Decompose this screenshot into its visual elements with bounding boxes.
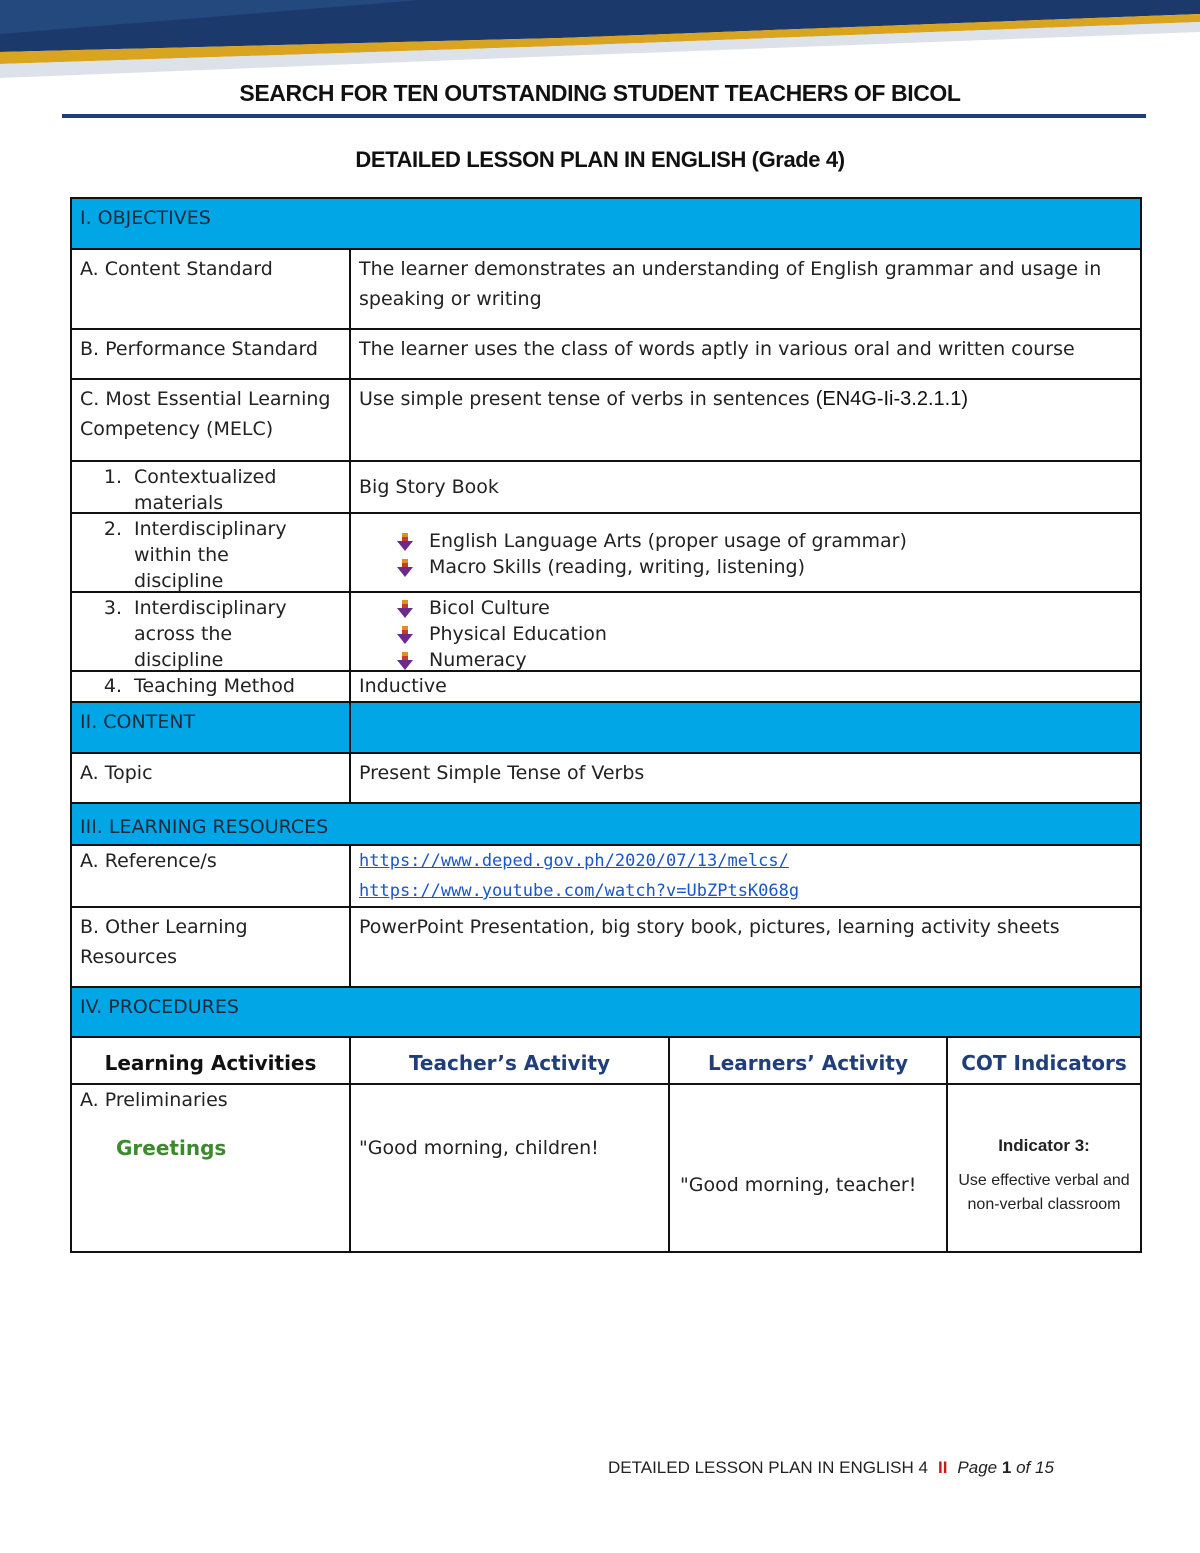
section-title: II. CONTENT	[80, 711, 196, 733]
arrow-down-bullet-icon	[397, 558, 413, 576]
header-text: Learning Activities	[104, 1051, 317, 1075]
column-header-cot-indicators	[946, 1036, 1142, 1085]
item-contextualized-value	[349, 460, 1142, 514]
cot-indicator-cell	[946, 1083, 1142, 1253]
header-banner	[0, 0, 1200, 82]
section-title: IV. PROCEDURES	[80, 996, 239, 1018]
section-procedures	[70, 986, 1142, 1038]
melc-code: (EN4G-Ii-3.2.1.1)	[815, 388, 968, 410]
bullet-item	[397, 528, 1140, 554]
page-total: 15	[1034, 1458, 1054, 1477]
melc-label	[70, 378, 351, 462]
bullet-item	[397, 621, 1140, 647]
section-title: III. LEARNING RESOURCES	[80, 816, 329, 838]
item-teaching-method-value	[349, 670, 1142, 703]
page-footer	[608, 1458, 1054, 1478]
teacher-activity-cell	[349, 1083, 670, 1253]
item-number: 3.	[103, 597, 122, 619]
bullet-item	[397, 595, 1140, 621]
deped-melcs-link[interactable]: https://www.deped.gov.ph/2020/07/13/melcs/	[359, 851, 789, 871]
title-divider	[62, 114, 1146, 118]
section-title: I. OBJECTIVES	[80, 207, 211, 229]
references-label	[70, 844, 351, 908]
arrow-down-bullet-icon	[397, 625, 413, 643]
page-number: 1	[1001, 1458, 1012, 1477]
value-text: Inductive	[359, 675, 447, 697]
item-number: 1.	[103, 466, 122, 488]
column-header-learners-activity	[668, 1036, 948, 1085]
bullet-item	[397, 554, 1140, 580]
column-header-teacher-activity	[349, 1036, 670, 1085]
topic-label	[70, 752, 351, 804]
footer-page-word: Page	[957, 1458, 998, 1477]
label-text: B. Other Learning Resources	[80, 916, 248, 968]
header-text: Learners’ Activity	[707, 1051, 909, 1075]
page-title: SEARCH FOR TEN OUTSTANDING STUDENT TEACHERS OF BICOL	[239, 80, 961, 106]
label-text: A. Topic	[80, 762, 153, 784]
item-label: Teaching Method	[134, 675, 295, 697]
value-text: PowerPoint Presentation, big story book, pictures, learning activity sheets	[359, 916, 1060, 938]
greetings-label: Greetings	[116, 1136, 227, 1160]
topic-value	[349, 752, 1142, 804]
bullet-text: Macro Skills (reading, writing, listening)	[429, 556, 806, 578]
label-text: B. Performance Standard	[80, 338, 318, 360]
performance-standard-label	[70, 328, 351, 380]
value-text: The learner uses the class of words aptly in various oral and written course	[359, 338, 1075, 360]
content-standard-value	[349, 248, 1142, 330]
item-across-discipline-label	[70, 591, 351, 672]
label-text: A. Reference/s	[80, 850, 217, 872]
section-content-fill	[349, 701, 1142, 754]
bullet-text: Bicol Culture	[429, 597, 550, 619]
value-text: Present Simple Tense of Verbs	[359, 762, 645, 784]
item-number: 2.	[103, 518, 122, 540]
value-text: Use simple present tense of verbs in sentences	[359, 388, 810, 410]
item-label: Contextualized materials	[134, 466, 277, 514]
bullet-text: Physical Education	[429, 623, 607, 645]
teacher-line: "Good morning, children!	[359, 1137, 599, 1159]
footer-separator: II	[937, 1458, 948, 1477]
item-within-discipline-label	[70, 512, 351, 593]
preliminaries-cell	[70, 1083, 351, 1253]
other-resources-value	[349, 906, 1142, 988]
header-text: Teacher’s Activity	[408, 1051, 611, 1075]
item-teaching-method-label	[70, 670, 351, 703]
value-text: The learner demonstrates an understanding of English grammar and usage in speaking or writing	[359, 258, 1102, 310]
learners-line: "Good morning, teacher!	[680, 1174, 917, 1196]
performance-standard-value	[349, 328, 1142, 380]
section-objectives	[70, 197, 1142, 250]
melc-value	[349, 378, 1142, 462]
bullet-text: English Language Arts (proper usage of grammar)	[429, 530, 907, 552]
label-text: C. Most Essential Learning Competency (MELC)	[80, 388, 331, 440]
section-learning-resources	[70, 802, 1142, 846]
indicator-text: Use effective verbal and non-verbal classroom	[958, 1172, 1130, 1213]
section-content	[70, 701, 351, 754]
item-number: 4.	[103, 675, 122, 697]
youtube-video-link[interactable]: https://www.youtube.com/watch?v=UbZPtsK068g	[359, 881, 800, 901]
arrow-down-bullet-icon	[397, 532, 413, 550]
header-text: COT Indicators	[961, 1051, 1127, 1075]
item-across-discipline-value	[349, 591, 1142, 672]
column-header-learning-activities	[70, 1036, 351, 1085]
bullet-text: Numeracy	[429, 649, 527, 671]
item-within-discipline-value	[349, 512, 1142, 593]
content-standard-label	[70, 248, 351, 330]
item-contextualized-label	[70, 460, 351, 514]
arrow-down-bullet-icon	[397, 651, 413, 669]
item-label: Interdisciplinary across the discipline	[134, 597, 287, 671]
footer-of-word: of	[1016, 1458, 1031, 1477]
document-subtitle: DETAILED LESSON PLAN IN ENGLISH (Grade 4)	[355, 147, 845, 172]
references-value	[349, 844, 1142, 908]
other-resources-label	[70, 906, 351, 988]
preliminaries-label: A. Preliminaries	[80, 1089, 228, 1111]
learners-activity-cell	[668, 1083, 948, 1253]
item-label: Interdisciplinary within the discipline	[134, 518, 287, 592]
value-text: Big Story Book	[359, 476, 499, 498]
label-text: A. Content Standard	[80, 258, 273, 280]
indicator-title: Indicator 3:	[998, 1136, 1090, 1155]
footer-doc-title: DETAILED LESSON PLAN IN ENGLISH 4	[608, 1458, 928, 1477]
arrow-down-bullet-icon	[397, 599, 413, 617]
